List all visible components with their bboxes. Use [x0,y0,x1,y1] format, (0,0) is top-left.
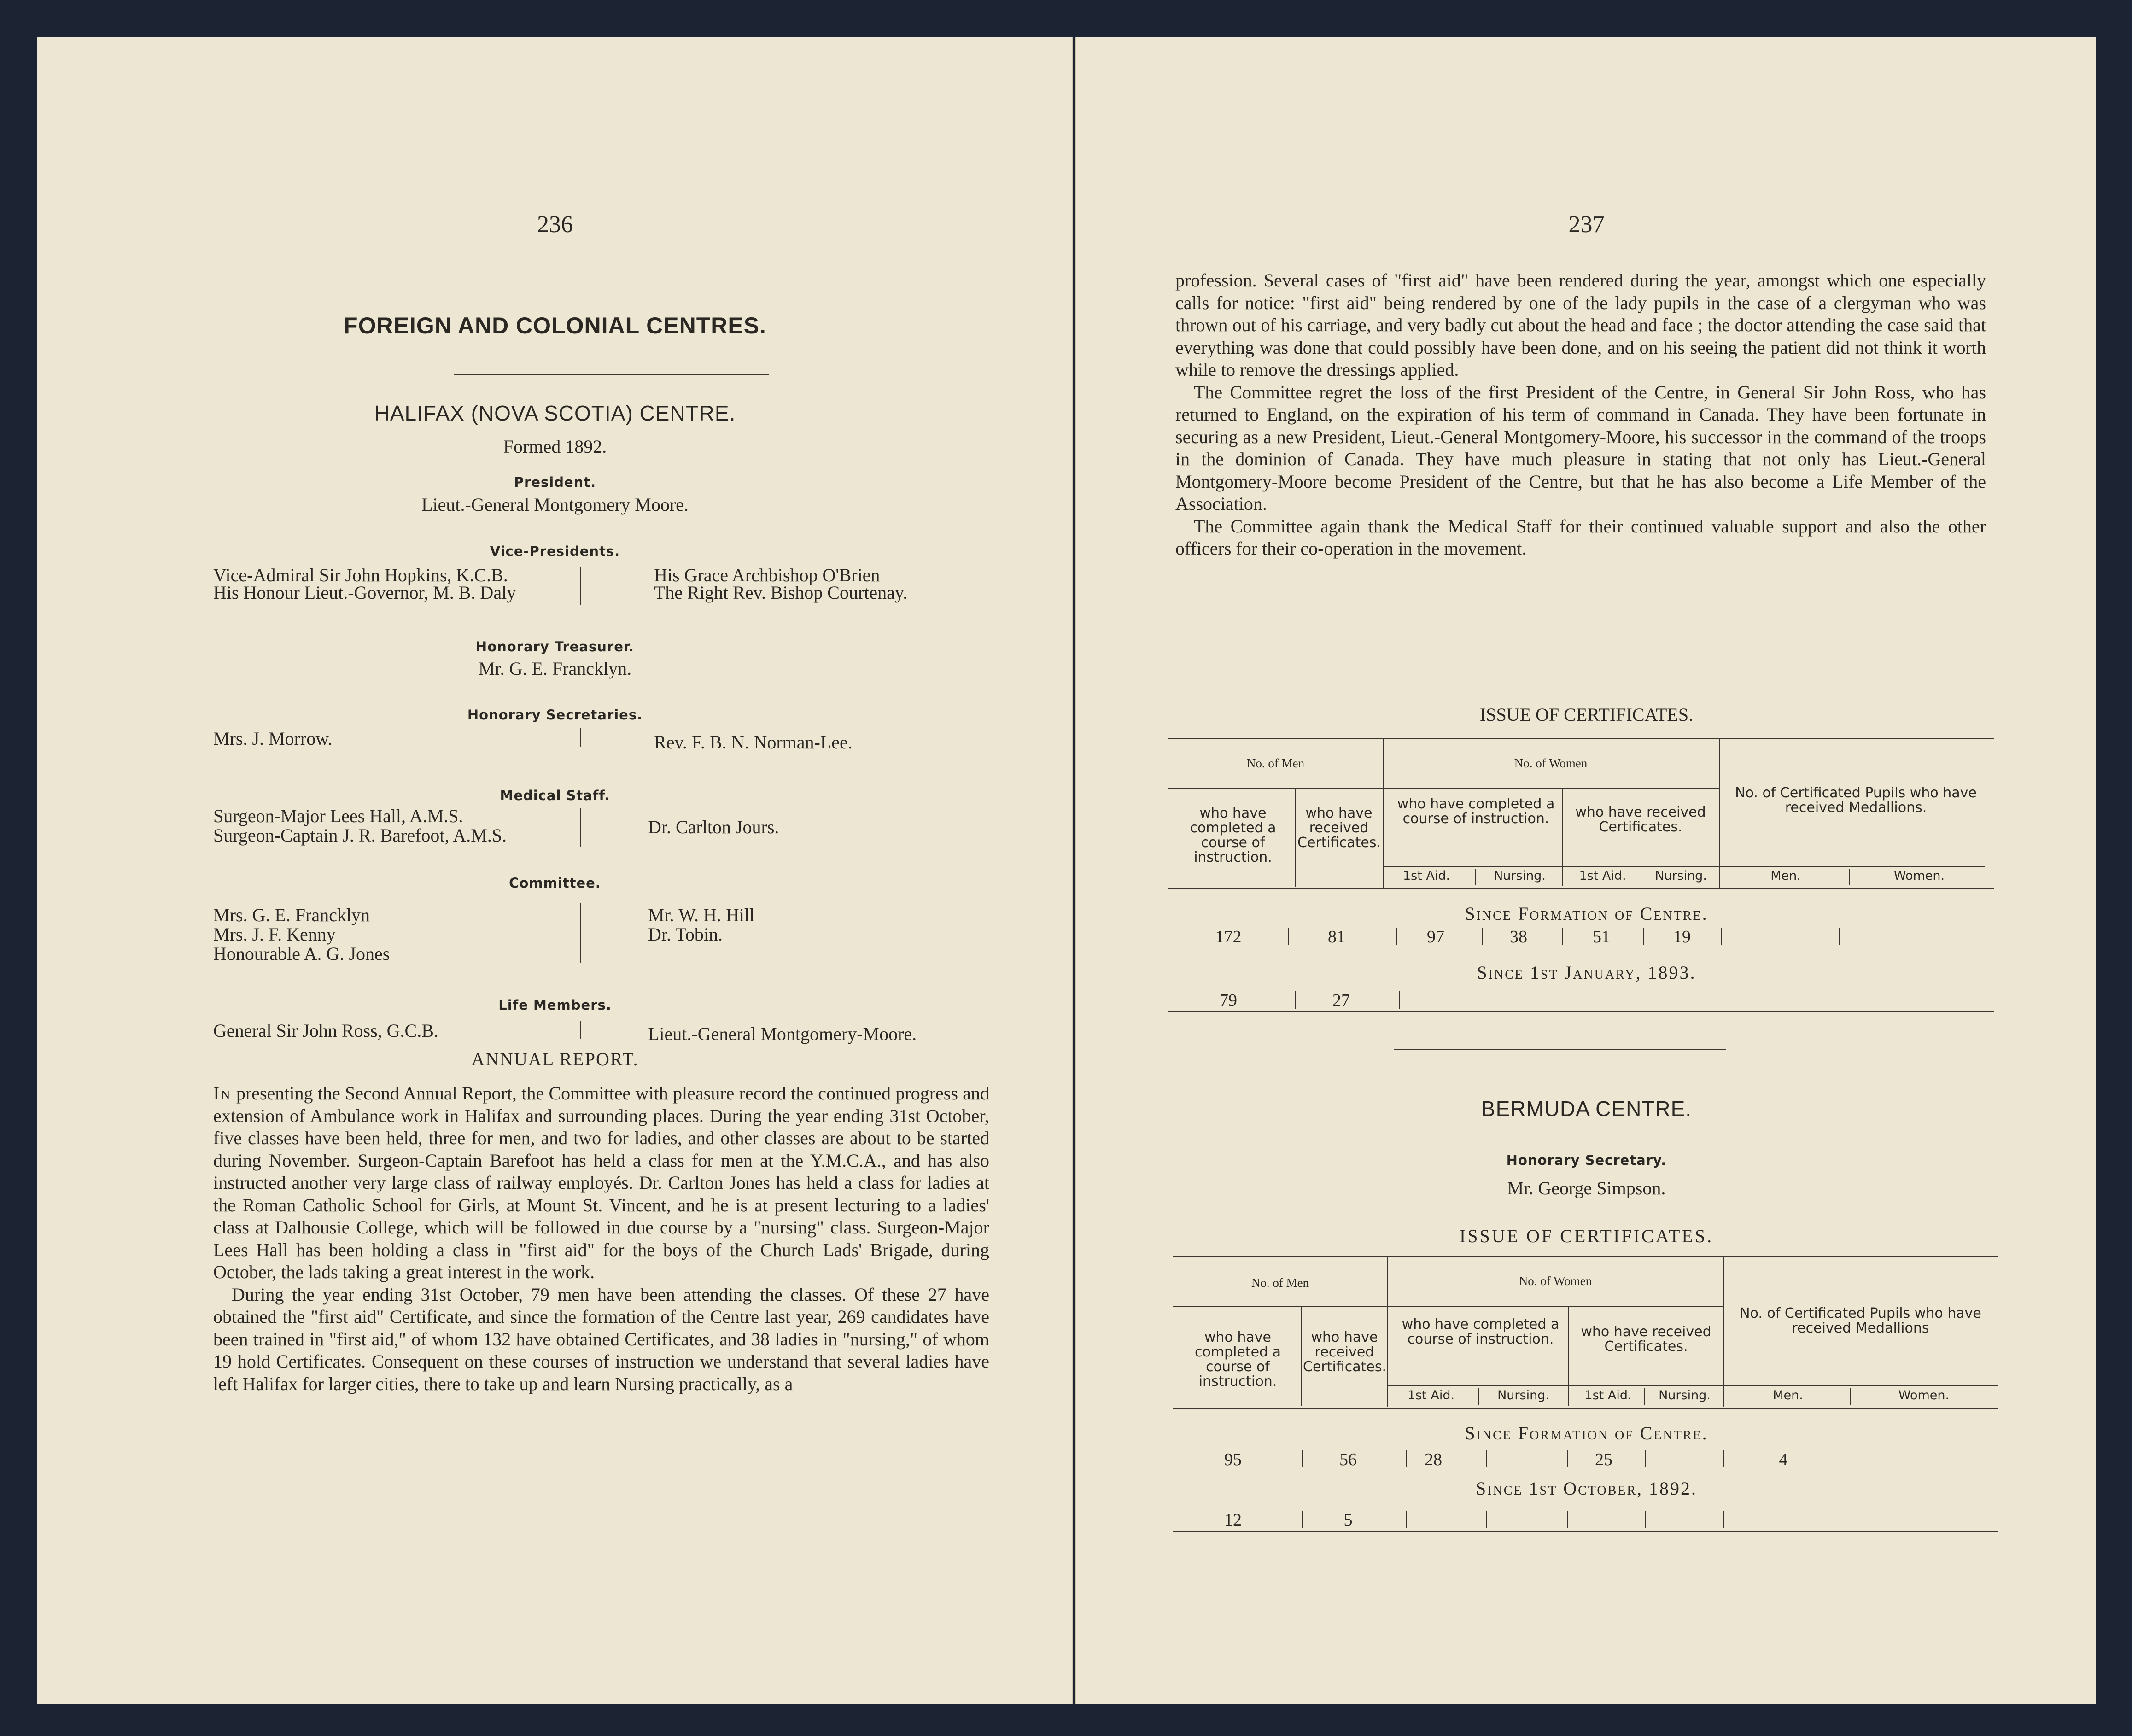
report-paragraph-3: profession. Several cases of "first aid" have been rendered during the year, amongst which one especially calls for notice: "first aid" being rendered by one of the lady pupils in the case of a clergyman who was thrown out of his carriage, and very badly cut about the head and face ; the doctor attending the case said that everything was done that could possibly have been done, and on his seeing the patient did not think it worth while to remove the dressings applied. [1175,270,1986,380]
col-line [1850,1388,1851,1405]
bermuda-sec-heading: Honorary Secretary. [1506,1152,1667,1168]
header-men-completed: who have completed a course of instruction. [1194,1329,1281,1390]
sub-women: Women. [1893,869,1945,883]
sep [1567,1450,1568,1467]
sep [1295,991,1296,1009]
table-rule-end [1173,1531,1998,1532]
med-right: Dr. Carlton Jours. [648,817,779,837]
com-left-3: Honourable A. G. Jones [213,943,390,964]
cell: 56 [1339,1450,1357,1469]
col-line [1478,1388,1479,1405]
col-line [1295,788,1296,887]
sub-nursing: Nursing. [1655,869,1707,883]
president-heading: President. [514,474,596,490]
column-divider [580,728,581,747]
header-men: No. of Men [1246,756,1305,770]
divider [1394,1049,1726,1050]
page-number-left: 236 [537,211,573,238]
header-women-completed: who have completed a course of instruction. [1397,796,1555,827]
cell: 51 [1593,927,1610,947]
cell: 19 [1673,927,1691,947]
vp-right-2: The Right Rev. Bishop Courtenay. [654,582,908,603]
medical-heading: Medical Staff. [500,788,610,803]
sep [1562,928,1563,945]
right-page [1075,37,2096,1704]
sub-men: Men. [1770,869,1801,883]
table-rule-end [1168,1011,1994,1012]
header-women: No. of Women [1519,1274,1592,1288]
committee-heading: Committee. [509,875,601,891]
table-title: ISSUE OF CERTIFICATES. [1459,1226,1714,1246]
sub-first-aid: 1st Aid. [1584,1388,1632,1403]
sep [1645,1450,1646,1467]
since-formation: Since Formation of Centre. [1465,1423,1708,1444]
sec-right: Rev. F. B. N. Norman-Lee. [654,732,853,753]
column-divider [580,1021,581,1039]
sep [1302,1511,1303,1528]
row-line [1719,866,1985,867]
table-rule-bottom [1173,1408,1998,1409]
col-line [1568,1307,1569,1406]
report-paragraph-4: The Committee regret the loss of the first President of the Centre, in General Sir John Ross, who has returned to England, on the expiration of his term of command in Canada. They have been fortunate in securing as a new President, Lieut.-General Montgomery-Moore, his successor in the command of the troops in the dominion of Canada. They have much pleasure in stating that not only has Lieut.-General Montgomery-Moore become President of the Centre, but that he has also become a Life Member of the Association. [1175,381,1986,514]
sep [1567,1511,1568,1528]
page-number-right: 237 [1568,211,1605,238]
sep [1721,928,1722,945]
drop-cap: In [213,1083,232,1104]
since-date: Since 1st October, 1892. [1475,1478,1698,1499]
header-women-completed: who have completed a course of instruction. [1402,1316,1560,1347]
col-line [1301,1306,1302,1406]
row-line [1384,788,1719,789]
sub-first-aid: 1st Aid. [1402,869,1450,883]
column-divider [580,903,581,963]
sub-nursing: Nursing. [1659,1388,1711,1403]
sub-women: Women. [1898,1388,1950,1403]
sub-first-aid: 1st Aid. [1407,1388,1455,1403]
cell: 27 [1332,991,1350,1010]
life-right: Lieut.-General Montgomery-Moore. [648,1023,917,1044]
header-men-completed: who have completed a course of instruction. [1190,805,1276,865]
cell: 172 [1215,927,1242,947]
life-members-heading: Life Members. [498,997,612,1013]
med-left-1: Surgeon-Major Lees Hall, A.M.S. [213,806,463,826]
table-rule-top [1173,1256,1998,1257]
row-line [1388,1306,1723,1307]
cell: 5 [1343,1510,1353,1530]
header-men: No. of Men [1251,1276,1309,1290]
sub-men: Men. [1773,1388,1803,1403]
com-left-2: Mrs. J. F. Kenny [213,924,336,945]
sep [1486,1450,1487,1467]
sep [1839,928,1840,945]
sep [1486,1511,1487,1528]
bermuda-sec-name: Mr. George Simpson. [1507,1178,1666,1198]
cell: 4 [1779,1450,1788,1469]
left-page [37,37,1073,1704]
life-left: General Sir John Ross, G.C.B. [213,1020,438,1041]
col-line [1723,1257,1724,1407]
cell: 81 [1328,927,1345,947]
formed-date: Formed 1892. [503,436,607,457]
cell: 28 [1425,1450,1442,1469]
col-line [1644,1388,1645,1405]
table-rule-top [1168,738,1994,739]
vp-left-2: His Honour Lieut.-Governor, M. B. Daly [213,582,516,603]
header-women-received: who have received Certificates. [1581,1324,1711,1355]
col-line [1562,789,1563,886]
divider [454,374,769,375]
com-left-1: Mrs. G. E. Francklyn [213,905,370,925]
sep [1645,1511,1646,1528]
com-right-1: Mr. W. H. Hill [648,905,755,925]
vp-left-1: Vice-Admiral Sir John Hopkins, K.C.B. [213,565,508,585]
column-divider [580,567,581,605]
sub-nursing: Nursing. [1497,1388,1549,1403]
continued-report [1175,269,1986,560]
sep [1399,991,1400,1009]
row-line [1723,1385,1998,1386]
report-paragraph-5: The Committee again thank the Medical Staff for their continued valuable support and also the other officers for their co-operation in the movement. [1175,515,1986,559]
centre-name: HALIFAX (NOVA SCOTIA) CENTRE. [374,401,736,425]
com-right-2: Dr. Tobin. [648,924,723,945]
section-title: FOREIGN AND COLONIAL CENTRES. [344,313,766,339]
sep [1288,928,1289,945]
report-text-1: presenting the Second Annual Report, the Committee with pleasure record the continued progress and extension of Ambulance work in Halifax and surrounding places. During the year ending 31st October, five classes have been held, three for men, and two for ladies, and other classes are about to be started during November. Surgeon-Captain Barefoot has held a class for men at the Y.M.C.A., and has also instructed another very large class of railway employés. Dr. Carlton Jones has held a class for ladies at the Roman Catholic School for Girls, at Mount St. Vincent, and he is at present lecturing to a ladies' class at Dalhousie College, which will be followed in due course by a "nursing" class. Surgeon-Major Lees Hall has been holding a class in "first aid" for the boys of the Church Lads' Brigade, during October, the lads taking a great interest in the work. [213,1083,989,1282]
row-line [1168,788,1383,789]
report-paragraph-2: During the year ending 31st October, 79 men have been attending the classes. Of these 27 have obtained the "first aid" Certificate, and since the formation of the Centre last year, 269 candidates have been trained in "first aid," of whom 132 have obtained Certificates, and 38 ladies in "nursing," of whom 19 hold Certificates. Consequent on these courses of instruction we understand that several ladies have left Halifax for larger cities, there to take up and learn Nursing practically, as a [213,1284,989,1394]
col-line [1475,869,1476,885]
column-divider [580,808,581,847]
secretaries-heading: Honorary Secretaries. [467,707,643,723]
row-line [1388,1385,1723,1386]
treasurer-name: Mr. G. E. Francklyn. [478,658,632,679]
report-paragraph-1 [213,1082,989,1284]
sep [1302,1450,1303,1467]
header-women: No. of Women [1514,756,1588,770]
sep [1723,1511,1724,1528]
president-name: Lieut.-General Montgomery Moore. [421,494,689,515]
annual-report-body [213,1082,989,1395]
sub-first-aid: 1st Aid. [1579,869,1626,883]
table-title: ISSUE OF CERTIFICATES. [1479,704,1694,725]
header-medallions: No. of Certificated Pupils who have received Medallions [1740,1305,1981,1336]
row-line [1384,866,1719,867]
annual-report-heading: ANNUAL REPORT. [471,1049,639,1070]
since-date: Since 1st January, 1893. [1477,962,1696,983]
sub-nursing: Nursing. [1494,869,1546,883]
since-formation: Since Formation of Centre. [1465,903,1708,924]
cell: 97 [1427,927,1444,947]
treasurer-heading: Honorary Treasurer. [475,639,635,655]
cell: 12 [1224,1510,1242,1530]
sep [1723,1450,1724,1467]
header-women-received: who have received Certificates. [1575,804,1706,835]
cell: 95 [1224,1450,1242,1469]
table-rule-bottom [1168,888,1994,889]
sep [1406,1511,1407,1528]
sep [1396,928,1397,945]
cell: 25 [1595,1450,1612,1469]
cell: 79 [1220,991,1237,1010]
cell: 38 [1510,927,1527,947]
header-medallions: No. of Certificated Pupils who have received Medallions. [1735,785,1977,816]
bermuda-title: BERMUDA CENTRE. [1481,1097,1692,1121]
row-line [1173,1306,1387,1307]
sec-left: Mrs. J. Morrow. [213,728,333,749]
vp-heading: Vice-Presidents. [490,544,620,559]
header-men-received: who have received Certificates. [1303,1329,1386,1375]
header-men-received: who have received Certificates. [1297,805,1381,851]
med-left-2: Surgeon-Captain J. R. Barefoot, A.M.S. [213,825,507,846]
vp-right-1: His Grace Archbishop O'Brien [654,565,880,585]
